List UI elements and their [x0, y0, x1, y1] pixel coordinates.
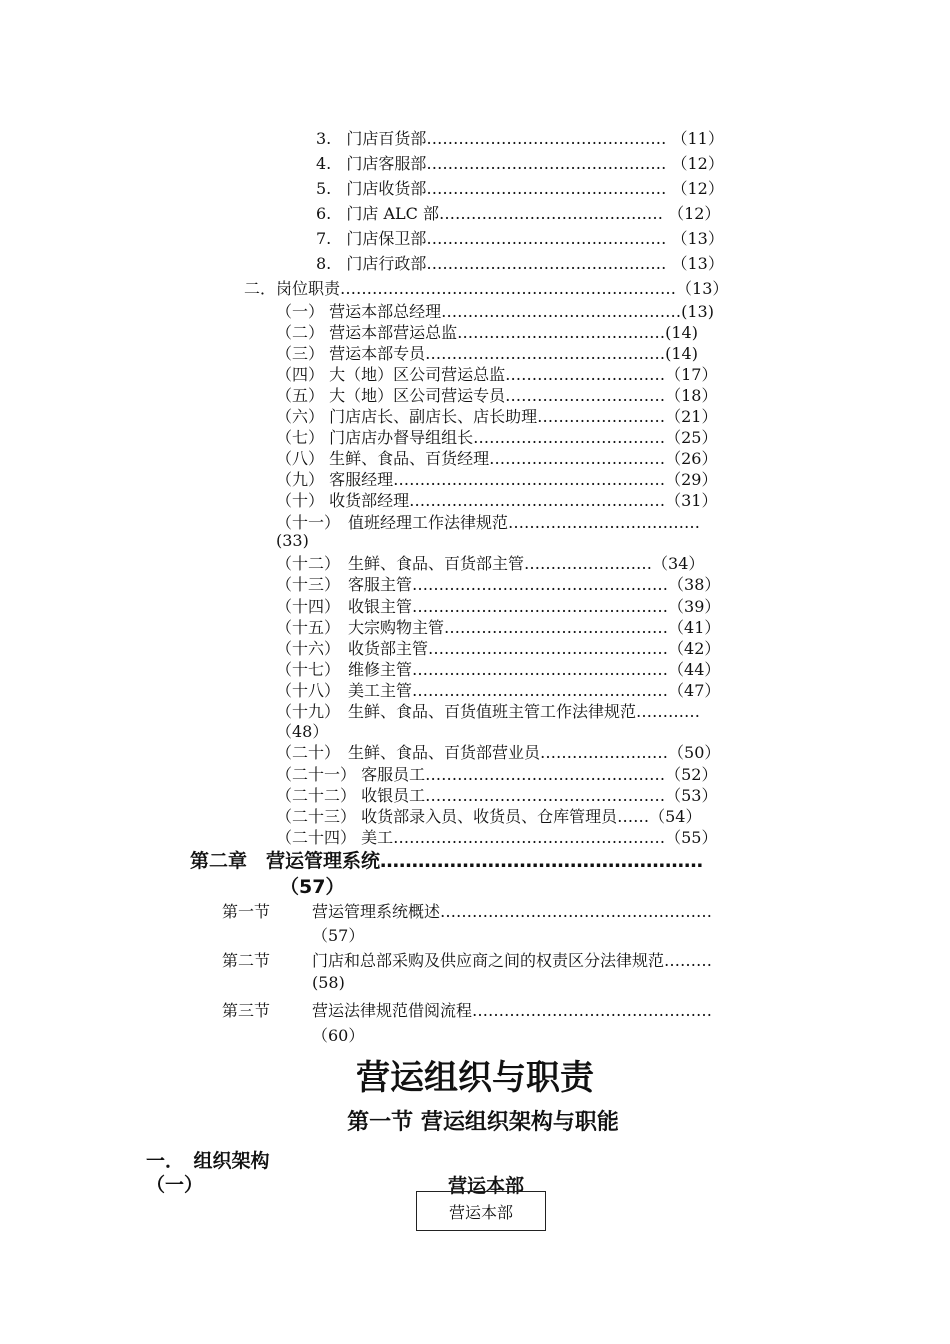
- toc-text: （二） 营运本部营运总监…………………………………: [276, 323, 666, 342]
- toc-num: 5.: [316, 179, 332, 198]
- toc-text: 门店客服部………………………………………: [346, 154, 667, 173]
- toc-page: （12）: [671, 154, 724, 173]
- toc-entry[interactable]: [316, 176, 724, 199]
- toc-entry[interactable]: [276, 804, 701, 827]
- toc-text: （十九） 生鲜、食品、百货值班主管工作法律规范…………: [276, 702, 701, 721]
- toc-text: 门店保卫部………………………………………: [346, 229, 667, 248]
- toc-entry[interactable]: [276, 657, 720, 680]
- org-chart-title: 营运本部: [448, 1175, 525, 1197]
- toc-text: （二十） 生鲜、食品、百货部营业员……………………: [276, 743, 669, 762]
- toc-entry[interactable]: [276, 594, 720, 617]
- toc-text: （十四） 收银主管…………………………………………: [276, 597, 669, 616]
- toc-entry[interactable]: [312, 899, 712, 922]
- org-node-label: 营运本部: [448, 1202, 513, 1222]
- toc-entry[interactable]: [316, 201, 720, 224]
- toc-page: （54）: [649, 807, 702, 826]
- toc-page: （44）: [668, 660, 721, 679]
- toc-text: 二．岗位职责………………………………………………………: [244, 279, 677, 298]
- toc-page: （38）: [668, 575, 721, 594]
- toc-page: （41）: [668, 618, 721, 637]
- section-title: 第一节 营运组织架构与职能: [347, 1110, 619, 1135]
- toc-text: （二十二） 收银员工………………………………………: [276, 786, 666, 805]
- toc-text: （十七） 维修主管…………………………………………: [276, 660, 669, 679]
- toc-text: （十五） 大宗购物主管……………………………………: [276, 618, 669, 637]
- toc-entry[interactable]: [316, 226, 724, 249]
- org-chart-node: [416, 1191, 546, 1231]
- toc-page: （55）: [665, 828, 718, 847]
- toc-text: 营运法律规范借阅流程………………………………………: [312, 1001, 713, 1020]
- toc-text: 营运管理系统概述……………………………………………: [312, 902, 713, 921]
- toc-entry[interactable]: [276, 762, 717, 785]
- toc-page: （39）: [668, 597, 721, 616]
- toc-page: (14): [665, 344, 698, 363]
- toc-text: （二十一） 客服员工………………………………………: [276, 765, 666, 784]
- heading-sub-1: （一）: [146, 1174, 204, 1196]
- toc-entry[interactable]: [276, 488, 717, 511]
- toc-page-continuation: （48）: [276, 722, 329, 741]
- toc-num: 3.: [316, 129, 332, 148]
- toc-page: （17）: [665, 365, 718, 384]
- toc-page-continuation: （57）: [280, 876, 345, 898]
- toc-entry[interactable]: [276, 678, 720, 701]
- toc-page: （25）: [665, 428, 718, 447]
- toc-text: 门店 ALC 部……………………………………: [346, 204, 663, 223]
- toc-entry[interactable]: [276, 572, 720, 595]
- toc-entry[interactable]: [312, 998, 712, 1021]
- toc-num: 4.: [316, 154, 332, 173]
- toc-page: （13）: [671, 254, 724, 273]
- toc-text: （十一） 值班经理工作法律规范………………………………: [276, 513, 701, 532]
- main-title: 营运组织与职责: [356, 1058, 594, 1098]
- toc-page: （26）: [665, 449, 718, 468]
- section-label: 第三节: [222, 1001, 271, 1020]
- toc-section-duties[interactable]: [244, 276, 728, 299]
- toc-text: （二十三） 收货部录入员、收货员、仓库管理员……: [276, 807, 650, 826]
- toc-entry[interactable]: [276, 299, 714, 322]
- toc-entry[interactable]: [276, 446, 717, 469]
- toc-text: 门店收货部………………………………………: [346, 179, 667, 198]
- toc-page-continuation: （57）: [312, 926, 365, 945]
- toc-text: （三） 营运本部专员………………………………………: [276, 344, 666, 363]
- toc-page-continuation: (33): [276, 531, 309, 550]
- toc-text: （十三） 客服主管…………………………………………: [276, 575, 669, 594]
- toc-entry[interactable]: [276, 341, 698, 364]
- toc-text: 第二章 营运管理系统……………………………………………: [190, 850, 704, 872]
- toc-page: （12）: [668, 204, 721, 223]
- toc-page-continuation: （60）: [312, 1026, 365, 1045]
- toc-page: （53）: [665, 786, 718, 805]
- toc-page: （21）: [665, 407, 718, 426]
- heading-org-structure: 一． 组织架构: [146, 1150, 270, 1172]
- toc-page: （13）: [671, 229, 724, 248]
- toc-entry[interactable]: [276, 425, 717, 448]
- toc-page: （29）: [665, 470, 718, 489]
- toc-entry[interactable]: [276, 783, 717, 806]
- section-label: 第二节: [222, 951, 271, 970]
- toc-text: （四） 大（地）区公司营运总监…………………………: [276, 365, 666, 384]
- toc-page: （47）: [668, 681, 721, 700]
- toc-entry[interactable]: [316, 251, 724, 274]
- toc-entry[interactable]: [276, 383, 717, 406]
- toc-page-continuation: (58): [312, 973, 345, 992]
- toc-entry[interactable]: [276, 740, 720, 763]
- toc-page: (14): [665, 323, 698, 342]
- toc-num: 7.: [316, 229, 332, 248]
- toc-num: 8.: [316, 254, 332, 273]
- toc-page: （34）: [652, 554, 705, 573]
- toc-entry[interactable]: [276, 320, 698, 343]
- toc-entry[interactable]: [276, 404, 717, 427]
- toc-text: 门店行政部………………………………………: [346, 254, 667, 273]
- toc-text: （九） 客服经理……………………………………………: [276, 470, 666, 489]
- toc-text: （八） 生鲜、食品、百货经理……………………………: [276, 449, 666, 468]
- toc-chapter2[interactable]: [190, 846, 703, 873]
- toc-entry[interactable]: [276, 636, 720, 659]
- toc-text: （十二） 生鲜、食品、百货部主管……………………: [276, 554, 653, 573]
- toc-entry[interactable]: [316, 126, 724, 149]
- toc-page: （11）: [671, 129, 724, 148]
- toc-text: （二十四） 美工……………………………………………: [276, 828, 666, 847]
- toc-page: （50）: [668, 743, 721, 762]
- toc-num: 6.: [316, 204, 332, 223]
- toc-page: （42）: [668, 639, 721, 658]
- toc-entry[interactable]: [276, 362, 717, 385]
- toc-page: （12）: [671, 179, 724, 198]
- toc-entry[interactable]: [276, 825, 717, 848]
- toc-page: （52）: [665, 765, 718, 784]
- toc-entry[interactable]: [276, 551, 704, 574]
- toc-page: （13）: [676, 279, 729, 298]
- toc-page: (13): [681, 302, 714, 321]
- toc-text: （六） 门店店长、副店长、店长助理……………………: [276, 407, 666, 426]
- toc-entry[interactable]: [276, 467, 717, 490]
- toc-text: （一） 营运本部总经理………………………………………: [276, 302, 682, 321]
- section-label: 第一节: [222, 902, 271, 921]
- toc-text: （十八） 美工主管…………………………………………: [276, 681, 669, 700]
- toc-entry[interactable]: [316, 151, 724, 174]
- toc-entry-wrapped[interactable]: [276, 699, 700, 722]
- toc-text: （十六） 收货部主管………………………………………: [276, 639, 669, 658]
- toc-text: （五） 大（地）区公司营运专员…………………………: [276, 386, 666, 405]
- toc-entry[interactable]: [276, 615, 720, 638]
- toc-page: （31）: [665, 491, 718, 510]
- toc-text: （十） 收货部经理…………………………………………: [276, 491, 666, 510]
- toc-text: 门店百货部………………………………………: [346, 129, 667, 148]
- toc-entry[interactable]: [312, 948, 712, 971]
- toc-text: （七） 门店店办督导组组长………………………………: [276, 428, 666, 447]
- toc-text: 门店和总部采购及供应商之间的权责区分法律规范………: [312, 951, 713, 970]
- toc-entry-wrapped[interactable]: [276, 510, 700, 533]
- toc-page: （18）: [665, 386, 718, 405]
